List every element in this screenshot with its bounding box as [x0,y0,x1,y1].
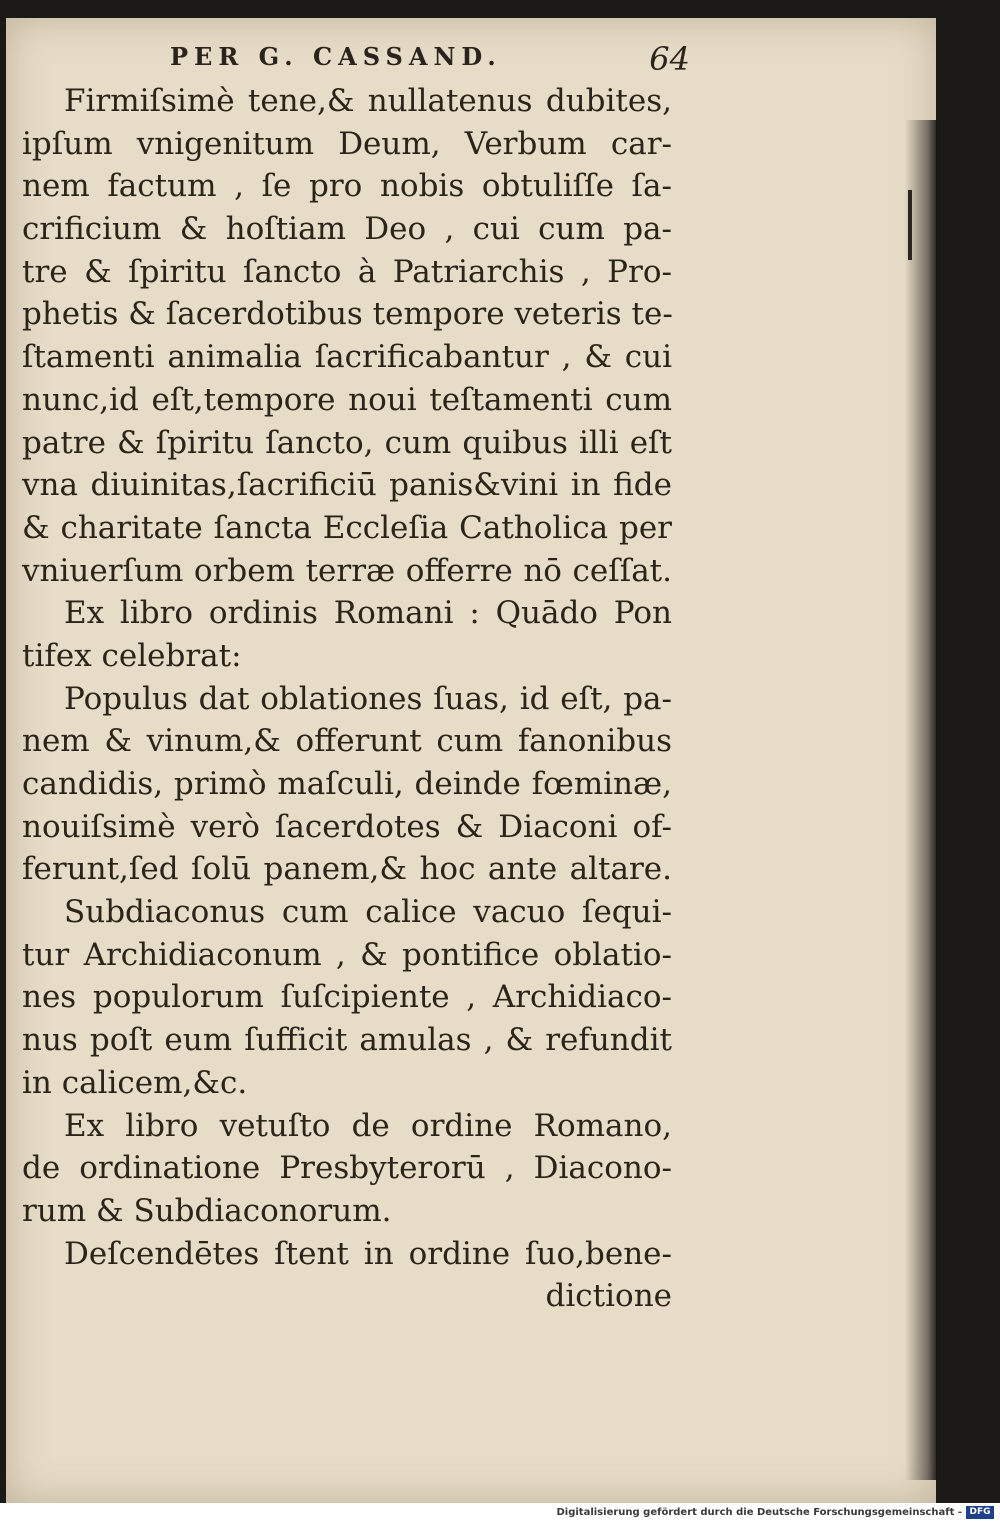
text-line: tur Archidiaconum , & pontifice oblatio- [22,936,672,973]
body-text [22,80,672,1318]
text-line: crificium & hoſtiam Deo , cui cum pa- [22,211,672,248]
text-line: Firmiſsimè tene,& nullatenus dubites, [64,83,672,119]
text-line: Populus dat oblationes ſuas, id eſt, pa- [64,680,672,717]
text-line: vna diuinitas,ſacrificiū panis&vini in fide [22,467,672,504]
text-line: ſtamenti animalia ſacrificabantur , & cui [22,339,672,376]
text-line: tre & ſpiritu ſancto à Patriarchis , Pro- [22,253,672,290]
text-line: ipſum vnigenitum Deum, Verbum car- [22,125,672,162]
text-line: candidis, primò maſculi, deinde fœminæ, [22,766,672,802]
catchword: dictione [545,1278,672,1315]
text-line: & charitate ſancta Eccleſia Catholica per [22,509,672,546]
funding-note: Digitalisierung gefördert durch die Deutsche Forschungsgemeinschaft - [556,1507,962,1518]
text-line: nus poſt eum ſufficit amulas , & refundit [22,1022,672,1059]
text-line: Subdiaconus cum calice vacuo ſequi- [64,894,672,931]
text-line: in calicem,&c. [22,1064,248,1101]
text-line: Ex libro vetuſto de ordine Romano, [64,1107,672,1144]
running-head: PER G. CASSAND. [170,42,502,71]
text-line: nunc,id eſt,tempore noui teſtamenti cum [22,381,672,418]
page-number: 64 [649,40,690,78]
text-line: patre & ſpiritu ſancto, cum quibus illi eſt [22,424,672,461]
page-edge-shadow [905,120,937,1480]
page-edge-mark [908,190,912,260]
dfg-logo: DFG [966,1506,994,1519]
text-line: nouiſsimè verò ſacerdotes & Diaconi of- [22,808,672,845]
text-line: phetis & ſacerdotibus tempore veteris te- [22,296,673,333]
text-line: nes populorum ſuſcipiente , Archidiaco- [22,979,672,1016]
footer [0,1503,1000,1523]
text-line: tifex celebrat: [22,637,242,674]
text-line: Deſcendētes ſtent in ordine ſuo,bene- [64,1235,672,1272]
text-line: vniuerſum orbem terræ offerre nō ceſſat. [22,552,672,589]
text-line: nem factum , ſe pro nobis obtuliſſe ſa- [22,168,672,205]
text-line: ferunt,ſed ſolū panem,& hoc ante altare. [22,851,672,888]
text-line: de ordinatione Presbyterorū , Diacono- [22,1150,672,1187]
text-line: Ex libro ordinis Romani : Quādo Pon [64,595,672,632]
text-line: nem & vinum,& offerunt cum fanonibus [22,723,672,760]
text-line: rum & Subdiaconorum. [22,1192,392,1229]
